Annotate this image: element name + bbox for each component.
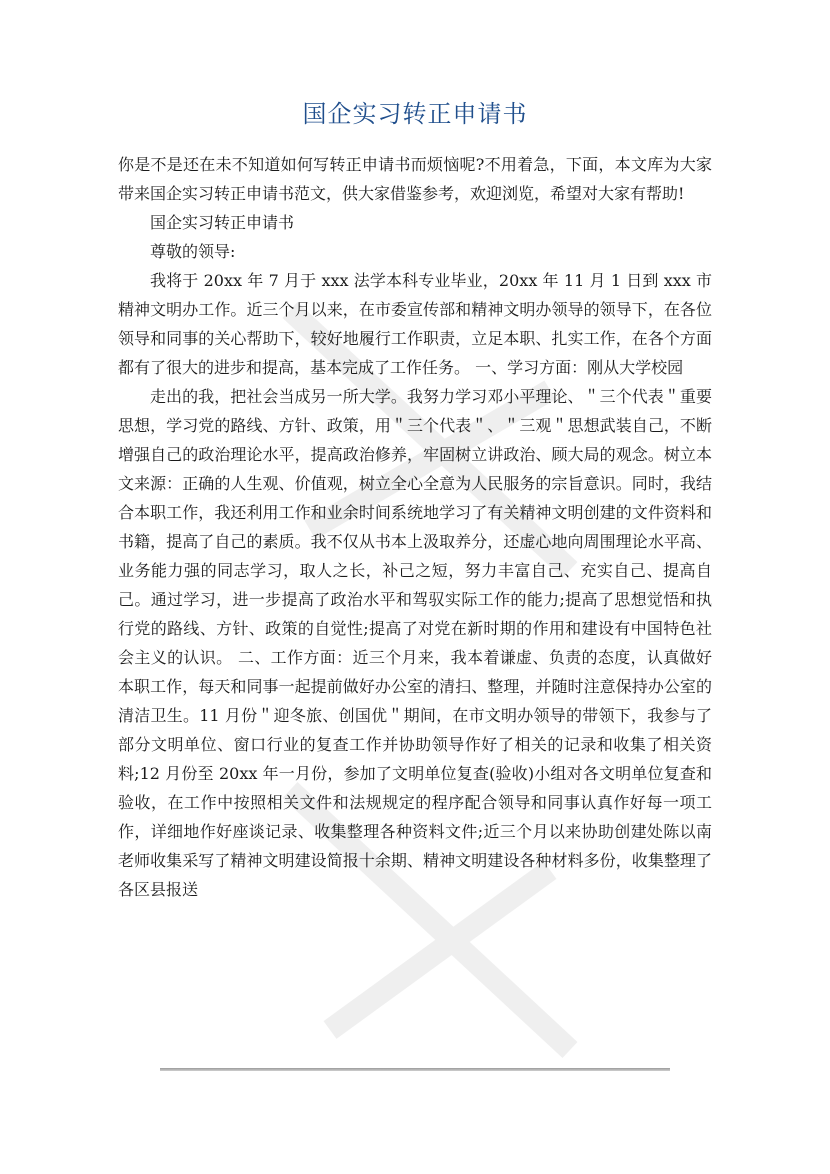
footer-divider xyxy=(160,1068,670,1071)
body-paragraph: 我将于 20xx 年 7 月于 xxx 法学本科专业毕业，20xx 年 11 月 1 日到 xxx 市精神文明办工作。近三个月以来，在市委宣传部和精神文明办领导的领导下，在各位领导和同事的关心帮助下，较好地履行工作职责，立足本职、扎实工作，在各个方面都有了很大的进步和提高，基本完成了工作任务。 一、学习方面：刚从大学校园 xyxy=(118,271,712,377)
subtitle-paragraph: 国企实习转正申请书 xyxy=(150,213,295,232)
body-paragraph: 走出的我，把社会当成另一所大学。我努力学习邓小平理论、＂三个代表＂重要思想，学习党的路线、方针、政策，用＂三个代表＂、＂三观＂思想武装自己，不断增强自己的政治理论水平，提高政治修养，牢固树立讲政治、顾大局的观念。树立本文来源：正确的人生观、价值观，树立全心全意为人民服务的宗旨意识。同时，我结合本职工作，我还利用工作和业余时间系统地学习了有关精神文明创建的文件资料和书籍，提高了自己的素质。我不仅从书本上汲取养分，还虚心地向周围理论水平高、业务能力强的同志学习，取人之长，补己之短，努力丰富自己、充实自己、提高自己。通过学习，进一步提高了政治水平和驾驭实际工作的能力;提高了思想觉悟和执行党的路线、方针、政策的自觉性;提高了对党在新时期的作用和建设有中国特色社会主义的认识。 二、工作方面：近三个月来，我本着谦虚、负责的态度，认真做好本职工作，每天和同事一起提前做好办公室的清扫、整理，并随时注意保持办公室的清洁卫生。11 月份＂迎冬旅、创国优＂期间，在市文明办领导的带领下，我参与了部分文明单位、窗口行业的复查工作并协助领导作好了相关的记录和收集了相关资料;12 月份至 20xx 年一月份，参加了文明单位复查(验收)小组对各文明单位复查和验收，在工作中按照相关文件和法规规定的程序配合领导和同事认真作好每一项工作，详细地作好座谈记录、收集整理各种资料文件;近三个月以来协助创建处陈以南老师收集采写了精神文明建设简报十余期、精神文明建设各种材料多份，收集整理了各区县报送 xyxy=(118,387,712,899)
salutation-paragraph: 尊敬的领导: xyxy=(150,242,236,261)
intro-paragraph: 你是不是还在未不知道如何写转正申请书而烦恼呢?不用着急，下面，本文库为大家带来国企实习转正申请书范文，供大家借鉴参考，欢迎浏览，希望对大家有帮助! xyxy=(118,155,712,203)
document-body xyxy=(118,150,712,904)
document-title: 国企实习转正申请书 xyxy=(302,100,528,128)
